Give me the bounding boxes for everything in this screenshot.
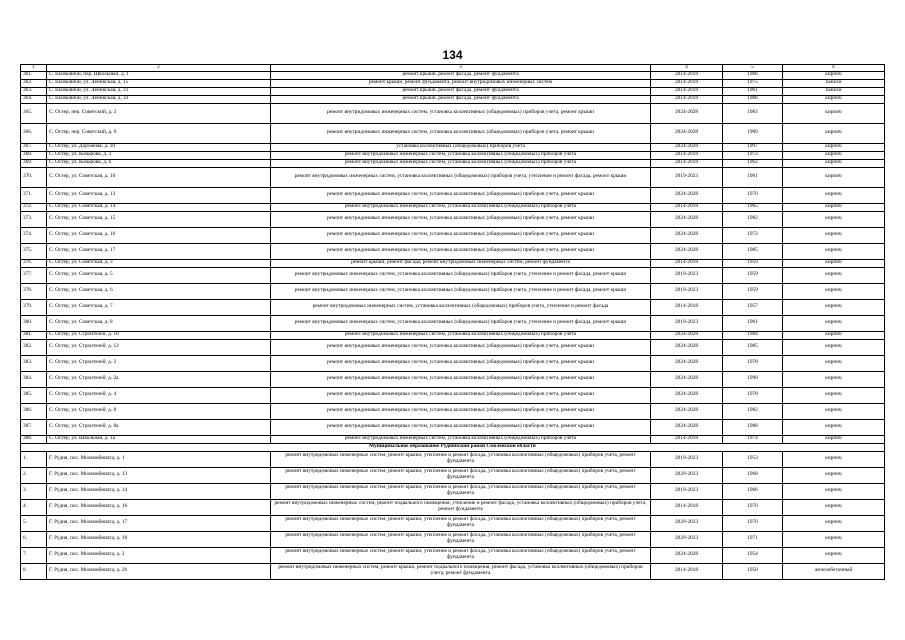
wall-material: кирпич: [783, 283, 885, 299]
column-number: 5: [723, 65, 783, 72]
wall-material: кирпич: [783, 267, 885, 283]
construction-year: 1961: [723, 87, 783, 95]
building-address: Г. Рудня, пос. Молкомбината, д. 26: [47, 563, 271, 579]
repair-works: ремонт внутридомовых инженерных систем, установка коллективных (общедомовых) приборов учета, утепление и ремонт фасада, ремонт крыши: [271, 167, 651, 187]
repair-works: ремонт внутридомовых инженерных систем, ремонт крыши, утепление и ремонт фасада, установка коллективных (общедомовых) приборов учета, ремонт фундамента: [271, 467, 651, 483]
table-row: [21, 547, 885, 563]
construction-year: 1984: [723, 331, 783, 339]
repair-works: ремонт внутридомовых инженерных систем, установка коллективных (общедомовых) приборов учета, утепление и ремонт фасада: [271, 299, 651, 315]
wall-material: кирпич: [783, 143, 885, 151]
building-address: С. Остер, ул. Советская, д. 16: [47, 227, 271, 243]
construction-year: 1970: [723, 515, 783, 531]
repair-period: 2019-2023: [651, 451, 723, 467]
repair-works: ремонт внутридомовых инженерных систем, ремонт крыши, утепление и ремонт фасада, установка коллективных (общедомовых) приборов учета, ремонт фундамента: [271, 483, 651, 499]
wall-material: кирпич: [783, 151, 885, 159]
repair-period: 2024-2028: [651, 227, 723, 243]
repair-period: 2029-2033: [651, 467, 723, 483]
wall-material: кирпич: [783, 187, 885, 203]
repair-works: ремонт крыши, ремонт фасада, ремонт фундамента: [271, 87, 651, 95]
building-address: С. Остер, ул. Строителей, д. 8а: [47, 419, 271, 435]
building-address: С. Екимовичи, ул. Ленинская, д. 15: [47, 79, 271, 87]
construction-year: 1957: [723, 299, 783, 315]
row-number: 366.: [21, 123, 47, 143]
building-address: С. Остер, ул. Советская, д. 10: [47, 167, 271, 187]
repair-works: ремонт внутридомовых инженерных систем, ремонт крыши, утепление и ремонт фасада, установка коллективных (общедомовых) приборов учета, ремонт фундамента: [271, 451, 651, 467]
construction-year: 1954: [723, 547, 783, 563]
repair-period: 2014-2018: [651, 87, 723, 95]
construction-year: 1966: [723, 483, 783, 499]
wall-material: кирпич: [783, 159, 885, 167]
row-number: 8.: [21, 563, 47, 579]
construction-year: 1972: [723, 227, 783, 243]
building-address: С. Остер, ул. Советская, д. 7: [47, 299, 271, 315]
construction-year: 1959: [723, 259, 783, 267]
repair-period: 2014-2018: [651, 79, 723, 87]
wall-material: железобетонный: [783, 563, 885, 579]
repair-works: ремонт внутридомовых инженерных систем, ремонт крыши, утепление и ремонт фасада, установка коллективных (общедомовых) приборов учета, ремонт фундамента: [271, 547, 651, 563]
table-row: [21, 151, 885, 159]
table-row: [21, 339, 885, 355]
building-address: Г. Рудня, пос. Молкомбината, д. 1: [47, 451, 271, 467]
column-number: 4: [651, 65, 723, 72]
wall-material: панели: [783, 79, 885, 87]
wall-material: кирпич: [783, 547, 885, 563]
building-address: С. Остер, ул. Строителей, д. 2а: [47, 371, 271, 387]
construction-year: 1962: [723, 159, 783, 167]
table-row: [21, 331, 885, 339]
construction-year: 1985: [723, 243, 783, 259]
wall-material: кирпич: [783, 467, 885, 483]
construction-year: 1988: [723, 419, 783, 435]
repair-works: ремонт внутридомовых инженерных систем, установка коллективных (общедомовых) приборов учета, ремонт крыши: [271, 339, 651, 355]
repair-period: 2024-2028: [651, 103, 723, 123]
building-address: С. Остер, ул. Комарова, д. 3: [47, 151, 271, 159]
repair-works: ремонт внутридомовых инженерных систем, установка коллективных (общедомовых) приборов учета, утепление и ремонт фасада, ремонт крыши: [271, 315, 651, 331]
row-number: 363.: [21, 87, 47, 95]
row-number: 384.: [21, 371, 47, 387]
repair-works: ремонт крыши, ремонт фасада, ремонт внутридомовых инженерных систем, ремонт фундамента: [271, 259, 651, 267]
construction-year: 1966: [723, 95, 783, 103]
table-row: [21, 159, 885, 167]
wall-material: кирпич: [783, 355, 885, 371]
row-number: 382.: [21, 339, 47, 355]
wall-material: кирпич: [783, 483, 885, 499]
repair-period: 2014-2018: [651, 151, 723, 159]
wall-material: кирпич: [783, 435, 885, 443]
row-number: 388.: [21, 435, 47, 443]
construction-year: 1970: [723, 499, 783, 515]
row-number: 370.: [21, 167, 47, 187]
construction-year: 1950: [723, 563, 783, 579]
repair-works: ремонт внутридомовых инженерных систем, установка коллективных (общедомовых) приборов учета, ремонт крыши: [271, 371, 651, 387]
column-number: 2: [47, 65, 271, 72]
wall-material: кирпич: [783, 331, 885, 339]
page-number: 134: [442, 48, 463, 62]
repair-works: ремонт внутридомовых инженерных систем, установка коллективных (общедомовых) приборов учета, ремонт крыши: [271, 243, 651, 259]
row-number: 378.: [21, 283, 47, 299]
repair-works: ремонт внутридомовых инженерных систем, установка коллективных (общедомовых) приборов учета: [271, 159, 651, 167]
wall-material: кирпич: [783, 123, 885, 143]
building-address: С. Остер, ул. Строителей, д. 10: [47, 331, 271, 339]
table-row: [21, 87, 885, 95]
column-number: 3: [271, 65, 651, 72]
wall-material: кирпич: [783, 103, 885, 123]
repair-works: установка коллективных (общедомовых) приборов учета: [271, 143, 651, 151]
table-row: [21, 95, 885, 103]
building-address: С. Екимовичи, ул. Ленинская, д. 33: [47, 95, 271, 103]
building-address: С. Екимовичи, пер. Школьный, д. 1: [47, 71, 271, 79]
table-row: [21, 267, 885, 283]
repair-period: 2024-2028: [651, 547, 723, 563]
row-number: 2.: [21, 467, 47, 483]
wall-material: кирпич: [783, 167, 885, 187]
wall-material: кирпич: [783, 203, 885, 211]
table-row: [21, 435, 885, 443]
building-address: С. Остер, ул. Советская, д. 13: [47, 187, 271, 203]
construction-year: 1990: [723, 371, 783, 387]
row-number: 367.: [21, 143, 47, 151]
repair-period: 2024-2028: [651, 419, 723, 435]
repair-period: 2024-2028: [651, 143, 723, 151]
row-number: 380.: [21, 315, 47, 331]
table-row: [21, 283, 885, 299]
wall-material: кирпич: [783, 95, 885, 103]
construction-year: 1974: [723, 435, 783, 443]
row-number: 387.: [21, 419, 47, 435]
housing-repair-table: [20, 64, 885, 580]
repair-period: 2014-2018: [651, 159, 723, 167]
building-address: С. Остер, ул. Советская, д. 6: [47, 283, 271, 299]
repair-period: 2024-2028: [651, 339, 723, 355]
table-row: [21, 515, 885, 531]
construction-year: 1953: [723, 451, 783, 467]
table-row: [21, 563, 885, 579]
wall-material: кирпич: [783, 227, 885, 243]
repair-works: ремонт внутридомовых инженерных систем, ремонт крыши, утепление и ремонт фасада, установка коллективных (общедомовых) приборов учета, ремонт фундамента: [271, 531, 651, 547]
repair-period: 2019-2023: [651, 167, 723, 187]
wall-material: кирпич: [783, 371, 885, 387]
table-row: [21, 387, 885, 403]
repair-works: ремонт внутридомовых инженерных систем, установка коллективных (общедомовых) приборов учета, ремонт крыши: [271, 419, 651, 435]
row-number: 362.: [21, 79, 47, 87]
table-row: [21, 71, 885, 79]
building-address: Г. Рудня, пос. Молкомбината, д. 18: [47, 531, 271, 547]
row-number: 6.: [21, 531, 47, 547]
repair-period: 2024-2028: [651, 243, 723, 259]
building-address: С. Остер, пер. Советский, д. 2: [47, 103, 271, 123]
wall-material: кирпич: [783, 531, 885, 547]
table-row: [21, 371, 885, 387]
repair-works: ремонт внутридомовых инженерных систем, установка коллективных (общедомовых) приборов учета: [271, 203, 651, 211]
repair-period: 2019-2023: [651, 283, 723, 299]
table-row: [21, 467, 885, 483]
table-row: [21, 355, 885, 371]
table-row: [21, 123, 885, 143]
repair-period: 2014-2018: [651, 259, 723, 267]
wall-material: кирпич: [783, 515, 885, 531]
building-address: С. Остер, ул. Советская, д. 3: [47, 259, 271, 267]
construction-year: 1975: [723, 79, 783, 87]
repair-period: 2024-2028: [651, 211, 723, 227]
repair-works: ремонт внутридомовых инженерных систем, установка коллективных (общедомовых) приборов учета: [271, 331, 651, 339]
row-number: 383.: [21, 355, 47, 371]
building-address: Г. Рудня, пос. Молкомбината, д. 17: [47, 515, 271, 531]
row-number: 381.: [21, 331, 47, 339]
table-row: [21, 403, 885, 419]
wall-material: панели: [783, 87, 885, 95]
building-address: С. Остер, пер. Советский, д. 6: [47, 123, 271, 143]
building-address: С. Остер, ул. Советская, д. 15: [47, 211, 271, 227]
repair-period: 2024-2028: [651, 387, 723, 403]
repair-works: ремонт внутридомовых инженерных систем, установка коллективных (общедомовых) приборов учета, утепление и ремонт фасада, ремонт крыши: [271, 283, 651, 299]
building-address: С. Остер, ул. Строителей, д. 12: [47, 339, 271, 355]
construction-year: 1959: [723, 283, 783, 299]
building-address: С. Остер, ул. Школьная, д. 1а: [47, 435, 271, 443]
row-number: 5.: [21, 515, 47, 531]
row-number: 377.: [21, 267, 47, 283]
repair-period: 2024-2028: [651, 403, 723, 419]
wall-material: кирпич: [783, 299, 885, 315]
building-address: С. Остер, ул. Советская, д. 8: [47, 315, 271, 331]
table-row: [21, 203, 885, 211]
table-row: [21, 167, 885, 187]
row-number: 361.: [21, 71, 47, 79]
row-number: 3.: [21, 483, 47, 499]
building-address: Г. Рудня, пос. Молкомбината, д. 14: [47, 483, 271, 499]
row-number: 379.: [21, 299, 47, 315]
wall-material: кирпич: [783, 259, 885, 267]
table-row: [21, 483, 885, 499]
row-number: 376.: [21, 259, 47, 267]
repair-period: 2024-2028: [651, 123, 723, 143]
construction-year: 1966: [723, 71, 783, 79]
table-row: [21, 143, 885, 151]
construction-year: 1983: [723, 103, 783, 123]
wall-material: кирпич: [783, 243, 885, 259]
repair-works: ремонт внутридомовых инженерных систем, ремонт подвального помещения, утепление и ремонт фасада, установка коллективных (общедомовых) приборов учета, ремонт фундамента: [271, 499, 651, 515]
repair-period: 2014-2018: [651, 299, 723, 315]
wall-material: кирпич: [783, 419, 885, 435]
building-address: Г. Рудня, пос. Молкомбината, д. 2: [47, 547, 271, 563]
building-address: С. Екимовичи, ул. Ленинская, д. 31: [47, 87, 271, 95]
wall-material: кирпич: [783, 387, 885, 403]
building-address: Г. Рудня, пос. Молкомбината, д. 13: [47, 467, 271, 483]
wall-material: кирпич: [783, 499, 885, 515]
repair-period: 2014-2018: [651, 563, 723, 579]
row-number: 369.: [21, 159, 47, 167]
repair-works: ремонт внутридомовых инженерных систем, ремонт крыши, ремонт подвального помещения, ремонт фасада, установка коллективных (общедомовых) приборов учета, ремонт фундамента: [271, 563, 651, 579]
building-address: С. Остер, ул. Строителей, д. 2: [47, 355, 271, 371]
table-row: [21, 103, 885, 123]
construction-year: 1978: [723, 355, 783, 371]
construction-year: 1970: [723, 187, 783, 203]
repair-works: ремонт крыши, ремонт фасада, ремонт фундамента: [271, 71, 651, 79]
row-number: 7.: [21, 547, 47, 563]
repair-period: 2029-2033: [651, 515, 723, 531]
repair-period: 2024-2028: [651, 331, 723, 339]
row-number: 375.: [21, 243, 47, 259]
construction-year: 1961: [723, 167, 783, 187]
repair-period: 2029-2033: [651, 531, 723, 547]
row-number: 386.: [21, 403, 47, 419]
construction-year: 1989: [723, 123, 783, 143]
column-number: 1: [21, 65, 47, 72]
repair-period: 2024-2028: [651, 355, 723, 371]
wall-material: кирпич: [783, 71, 885, 79]
table-row: [21, 259, 885, 267]
repair-period: 2019-2023: [651, 315, 723, 331]
repair-period: 2014-2018: [651, 95, 723, 103]
row-number: 4.: [21, 499, 47, 515]
building-address: С. Остер, ул. Строителей, д. 8: [47, 403, 271, 419]
repair-period: 2014-2018: [651, 71, 723, 79]
table-row: [21, 243, 885, 259]
repair-works: ремонт внутридомовых инженерных систем, установка коллективных (общедомовых) приборов учета, ремонт крыши: [271, 403, 651, 419]
repair-works: ремонт внутридомовых инженерных систем, установка коллективных (общедомовых) приборов учета, ремонт крыши: [271, 103, 651, 123]
repair-period: 2014-2018: [651, 499, 723, 515]
row-number: 374.: [21, 227, 47, 243]
row-number: 372.: [21, 203, 47, 211]
row-number: 365.: [21, 103, 47, 123]
table-row: [21, 499, 885, 515]
repair-works: ремонт внутридомовых инженерных систем, установка коллективных (общедомовых) приборов учета, ремонт крыши: [271, 227, 651, 243]
building-address: С. Остер, ул. Советская, д. 17: [47, 243, 271, 259]
construction-year: 1965: [723, 203, 783, 211]
repair-period: 2014-2018: [651, 203, 723, 211]
construction-year: 1985: [723, 339, 783, 355]
repair-works: ремонт внутридомовых инженерных систем, установка коллективных (общедомовых) приборов учета: [271, 435, 651, 443]
wall-material: кирпич: [783, 211, 885, 227]
building-address: С. Остер, ул. Строителей, д. 4: [47, 387, 271, 403]
repair-works: ремонт крыши, ремонт фасада, ремонт фундамента: [271, 95, 651, 103]
table-row: [21, 419, 885, 435]
repair-works: ремонт внутридомовых инженерных систем, установка коллективных (общедомовых) приборов учета, ремонт крыши: [271, 387, 651, 403]
wall-material: кирпич: [783, 339, 885, 355]
repair-period: 2024-2028: [651, 371, 723, 387]
repair-works: ремонт внутридомовых инженерных систем, установка коллективных (общедомовых) приборов учета, ремонт крыши: [271, 355, 651, 371]
repair-works: ремонт крыши, ремонт фундамента, ремонт внутридомовых инженерных систем: [271, 79, 651, 87]
repair-works: ремонт внутридомовых инженерных систем, установка коллективных (общедомовых) приборов учета, ремонт крыши: [271, 211, 651, 227]
construction-year: 1982: [723, 211, 783, 227]
construction-year: 1971: [723, 531, 783, 547]
repair-works: ремонт внутридомовых инженерных систем, установка коллективных (общедомовых) приборов учета, ремонт крыши: [271, 187, 651, 203]
building-address: С. Остер, ул. Комарова, д. 6: [47, 159, 271, 167]
building-address: С. Остер, ул. Советская, д. 5: [47, 267, 271, 283]
table-row: [21, 79, 885, 87]
table-row: [21, 227, 885, 243]
construction-year: 1961: [723, 315, 783, 331]
row-number: 385.: [21, 387, 47, 403]
table-row: [21, 451, 885, 467]
table-row: [21, 211, 885, 227]
repair-period: 2024-2028: [651, 187, 723, 203]
repair-works: ремонт внутридомовых инженерных систем, установка коллективных (общедомовых) приборов учета, утепление и ремонт фасада, ремонт крыши: [271, 267, 651, 283]
section-header-row: [21, 443, 885, 451]
repair-works: ремонт внутридомовых инженерных систем, ремонт крыши, утепление и ремонт фасада, установка коллективных (общедомовых) приборов учета, ремонт фундамента: [271, 515, 651, 531]
building-address: Г. Рудня, пос. Молкомбината, д. 16: [47, 499, 271, 515]
row-number: 364.: [21, 95, 47, 103]
construction-year: 1959: [723, 267, 783, 283]
construction-year: 1997: [723, 143, 783, 151]
column-number: 6: [783, 65, 885, 72]
building-address: С. Остер, ул. Дорожная, д. 10: [47, 143, 271, 151]
building-address: С. Остер, ул. Советская, д. 14: [47, 203, 271, 211]
construction-year: 1982: [723, 403, 783, 419]
repair-period: 2019-2023: [651, 267, 723, 283]
construction-year: 1968: [723, 467, 783, 483]
table-row: [21, 531, 885, 547]
construction-year: 1978: [723, 387, 783, 403]
section-title: Муниципальное образование Руднянский район Смоленской области: [21, 443, 885, 451]
repair-period: 2019-2023: [651, 483, 723, 499]
table-row: [21, 187, 885, 203]
repair-works: ремонт внутридомовых инженерных систем, установка коллективных (общедомовых) приборов учета: [271, 151, 651, 159]
wall-material: кирпич: [783, 451, 885, 467]
construction-year: 1972: [723, 151, 783, 159]
wall-material: кирпич: [783, 315, 885, 331]
row-number: 368.: [21, 151, 47, 159]
wall-material: кирпич: [783, 403, 885, 419]
table-row: [21, 299, 885, 315]
repair-works: ремонт внутридомовых инженерных систем, установка коллективных (общедомовых) приборов учета, ремонт крыши: [271, 123, 651, 143]
row-number: 371.: [21, 187, 47, 203]
row-number: 373.: [21, 211, 47, 227]
row-number: 1.: [21, 451, 47, 467]
repair-period: 2014-2018: [651, 435, 723, 443]
table-row: [21, 315, 885, 331]
